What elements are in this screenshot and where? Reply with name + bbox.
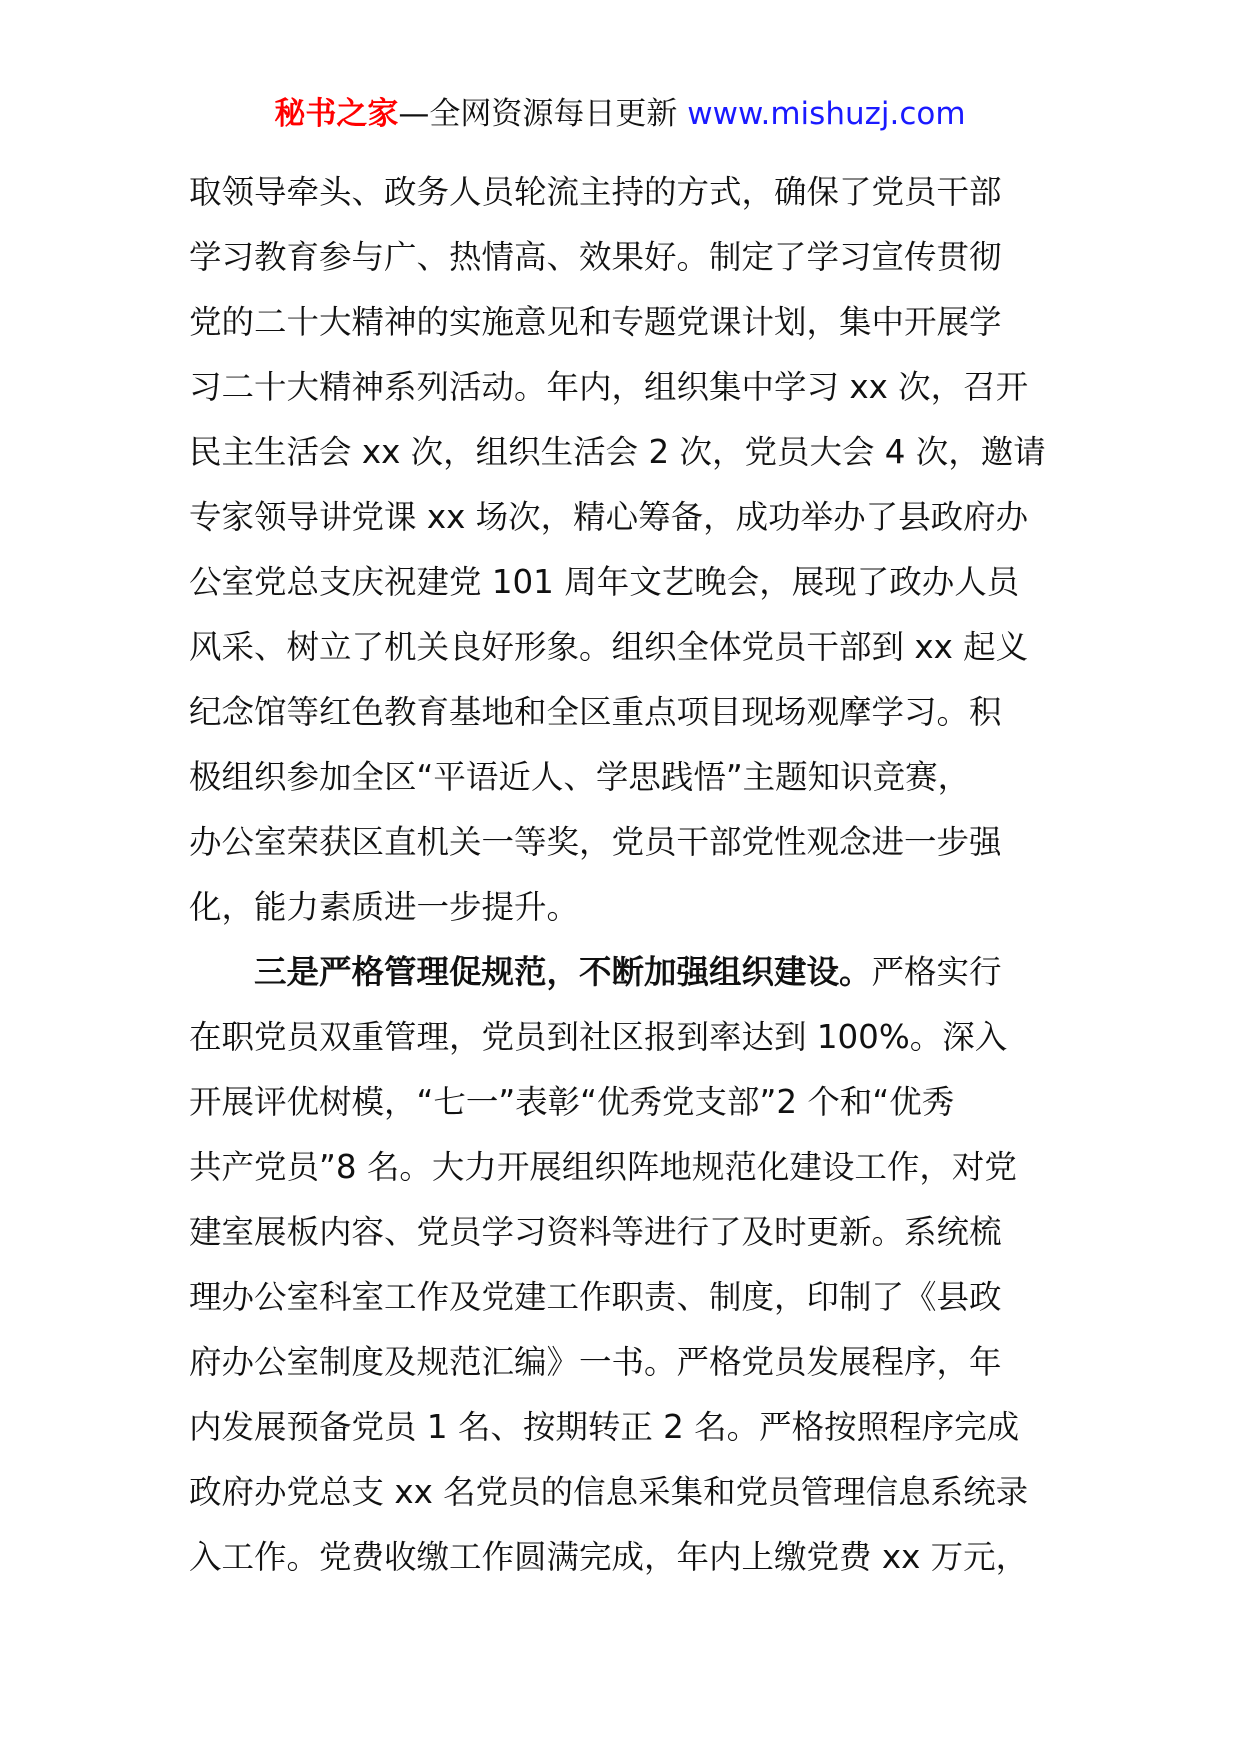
heading-continuation: 严格实行 (871, 953, 1002, 991)
header-url[interactable]: www.mishuzj.com (687, 96, 966, 132)
text-line: 学习教育参与广、热情高、效果好。制定了学习宣传贯彻 (189, 238, 1002, 276)
text-line: 风采、树立了机关良好形象。组织全体党员干部到 xx 起义 (189, 628, 1029, 666)
text-line: 公室党总支庆祝建党 101 周年文艺晚会，展现了政办人员 (189, 563, 1020, 601)
text-line: 理办公室科室工作及党建工作职责、制度，印制了《县政 (189, 1278, 1002, 1316)
page-header (0, 94, 1240, 134)
text-line: 办公室荣获区直机关一等奖，党员干部党性观念进一步强 (189, 823, 1002, 861)
text-line: 化，能力素质进一步提升。 (189, 888, 580, 926)
text-line: 内发展预备党员 1 名、按期转正 2 名。严格按照程序完成 (189, 1408, 1020, 1446)
paragraph-2 (189, 940, 1057, 1590)
text-line: 开展评优树模，“七一”表彰“优秀党支部”2 个和“优秀 (189, 1083, 955, 1121)
text-line: 共产党员”8 名。大力开展组织阵地规范化建设工作，对党 (189, 1148, 1017, 1186)
document-body (189, 160, 1057, 1590)
text-line: 极组织参加全区“平语近人、学思践悟”主题知识竞赛， (189, 758, 971, 796)
text-line: 党的二十大精神的实施意见和专题党课计划，集中开展学 (189, 303, 1002, 341)
section-heading: 三是严格管理促规范，不断加强组织建设。 (254, 953, 872, 991)
paragraph-1 (189, 160, 1057, 940)
header-slogan: —全网资源每日更新 (398, 96, 678, 132)
text-line: 政府办党总支 xx 名党员的信息采集和党员管理信息系统录 (189, 1473, 1029, 1511)
text-line: 府办公室制度及规范汇编》一书。严格党员发展程序，年 (189, 1343, 1002, 1381)
paragraph-2-first-line (189, 940, 1057, 1005)
text-line: 在职党员双重管理，党员到社区报到率达到 100%。深入 (189, 1018, 1008, 1056)
header-brand: 秘书之家 (274, 96, 399, 132)
text-line: 入工作。党费收缴工作圆满完成，年内上缴党费 xx 万元， (189, 1538, 1029, 1576)
text-line: 建室展板内容、党员学习资料等进行了及时更新。系统梳 (189, 1213, 1002, 1251)
text-line: 习二十大精神系列活动。年内，组织集中学习 xx 次，召开 (189, 368, 1029, 406)
text-line: 专家领导讲党课 xx 场次，精心筹备，成功举办了县政府办 (189, 498, 1029, 536)
text-line: 纪念馆等红色教育基地和全区重点项目现场观摩学习。积 (189, 693, 1002, 731)
text-line: 民主生活会 xx 次，组织生活会 2 次，党员大会 4 次，邀请 (189, 433, 1046, 471)
text-line: 取领导牵头、政务人员轮流主持的方式，确保了党员干部 (189, 173, 1002, 211)
